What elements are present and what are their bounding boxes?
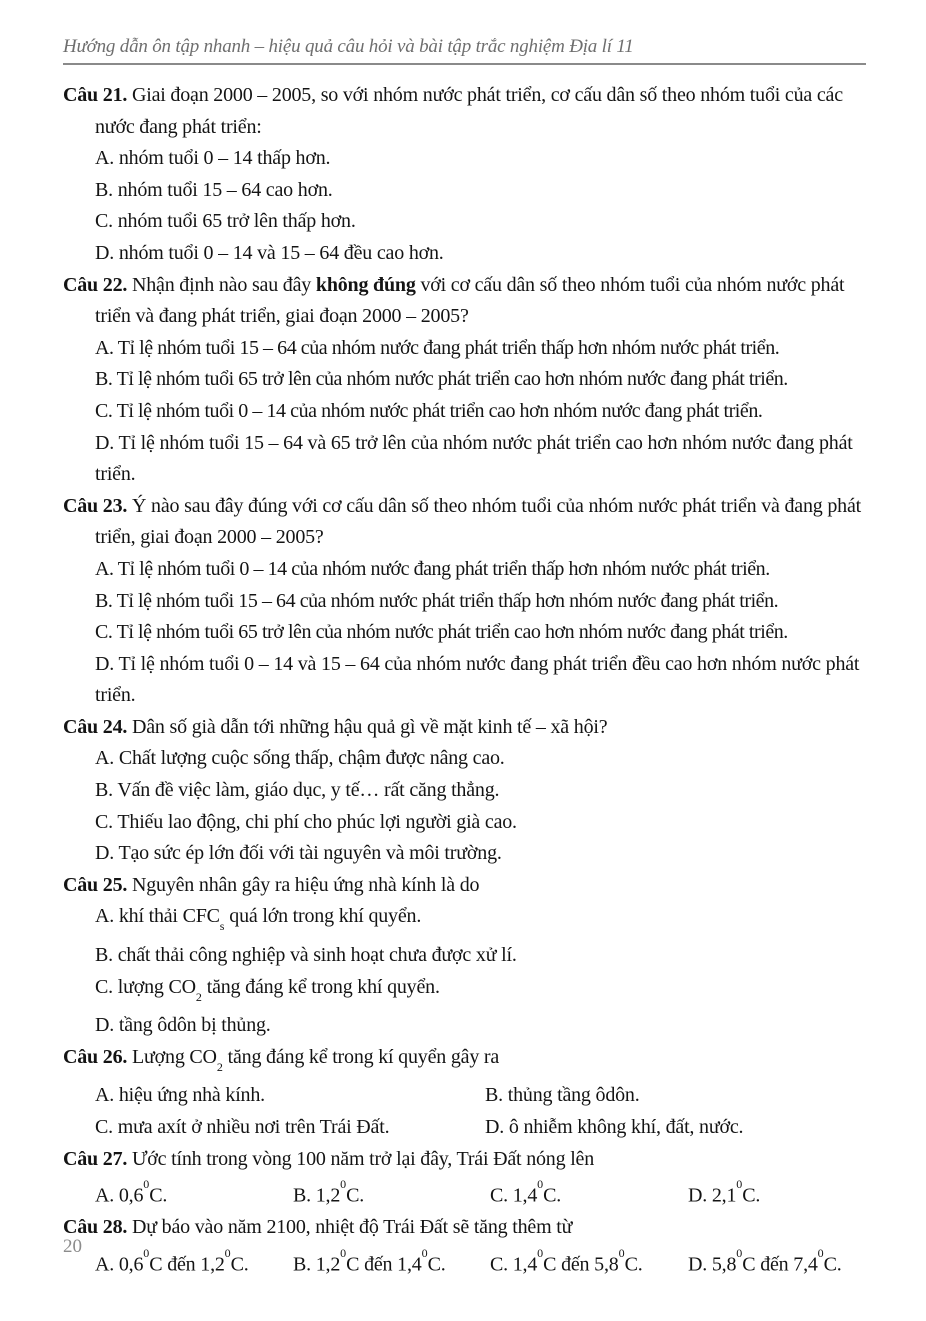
option-d: D. $2,1^0C$. — [688, 1177, 761, 1207]
question-text: Câu 26. Lượng $CO_2$ tăng đáng kể trong kí quyển gây ra — [63, 1045, 500, 1074]
question-body: Ý nào sau đây đúng với cơ cấu dân số theo nhóm tuổi của nhóm nước phát triển và đang phát triển, giai đoạn 2000 – 2005? — [95, 494, 862, 549]
question-text — [63, 1212, 868, 1244]
superscript: 0 — [736, 1246, 743, 1261]
option-b: B. $1,2^0C$ đến $1,4^0C$. — [293, 1246, 446, 1276]
option-c: C. $1,4^0C$. — [490, 1177, 562, 1207]
option-a: A. nhóm tuổi 0 – 14 thấp hơn. — [95, 147, 331, 170]
question-body: Ước tính trong vòng 100 năm trở lại đây, Trái Đất nóng lên — [131, 1147, 595, 1170]
question-25 — [63, 870, 868, 1042]
option-d: D. ô nhiễm không khí, đất, nước. — [485, 1116, 744, 1138]
subscript: 2 — [195, 989, 202, 1004]
question-number: Câu 27. — [63, 1147, 128, 1170]
question-28 — [63, 1212, 868, 1281]
question-text — [63, 491, 868, 554]
question-number: Câu 24. — [63, 715, 128, 738]
option-a: A. $0,6^0C$ đến $1,2^0C$. — [95, 1246, 249, 1276]
option-a: A. Chất lượng cuộc sống thấp, chậm được nâng cao. — [95, 747, 505, 770]
question-24 — [63, 712, 868, 870]
option-d: D. Tạo sức ép lớn đối với tài nguyên và môi trường. — [95, 842, 502, 865]
question-number: Câu 28. — [63, 1216, 128, 1239]
question-27 — [63, 1144, 868, 1213]
question-text — [63, 712, 868, 744]
superscript: 0 — [537, 1246, 544, 1261]
question-body-bold: không đúng — [315, 273, 416, 296]
page-number: 20 — [63, 1236, 82, 1257]
superscript: 0 — [143, 1177, 150, 1192]
option-d: D. $5,8^0C$ đến $7,4^0C$. — [688, 1246, 842, 1276]
options-grid — [95, 1244, 868, 1281]
option-b: B. $1,2^0C$. — [293, 1177, 365, 1207]
question-body-post: với cơ cấu dân số theo nhóm tuổi của nhóm nước phát triển và đang phát triển, giai đoạn 2000 – 2005? — [95, 273, 845, 328]
superscript: 0 — [224, 1246, 231, 1261]
option-a: A. hiệu ứng nhà kính. — [95, 1084, 265, 1107]
question-text — [63, 1144, 868, 1176]
question-number: Câu 25. — [63, 873, 128, 896]
superscript: 0 — [736, 1177, 743, 1192]
options-grid — [95, 1080, 868, 1143]
option-c: C. Tỉ lệ nhóm tuổi 65 trở lên của nhóm nước phát triển cao hơn nhóm nước đang phát triển. — [95, 621, 788, 644]
questions-list — [63, 80, 868, 1281]
question-text — [63, 80, 868, 143]
option-b: B. nhóm tuổi 15 – 64 cao hơn. — [95, 178, 333, 201]
option-b: B. chất thải công nghiệp và sinh hoạt chưa được xử lí. — [95, 944, 517, 967]
option-a: A. Tỉ lệ nhóm tuổi 0 – 14 của nhóm nước đang phát triển thấp hơn nhóm nước phát triển. — [95, 557, 770, 580]
question-number: Câu 21. — [63, 84, 128, 106]
superscript: 0 — [618, 1246, 625, 1261]
question-body: Dân số già dẫn tới những hậu quả gì về mặt kinh tế – xã hội? — [131, 715, 608, 738]
superscript: 0 — [340, 1246, 347, 1261]
option-b: B. Tỉ lệ nhóm tuổi 15 – 64 của nhóm nước phát triển thấp hơn nhóm nước đang phát triển. — [95, 589, 779, 612]
subscript: s — [219, 919, 225, 934]
running-head: Hướng dẫn ôn tập nhanh – hiệu quả câu hỏi và bài tập trắc nghiệm Địa lí 11 — [63, 36, 634, 57]
question-22 — [63, 270, 868, 491]
option-a: A. Tỉ lệ nhóm tuổi 15 – 64 của nhóm nước đang phát triển thấp hơn nhóm nước phát triển. — [95, 336, 780, 359]
question-body: Nguyên nhân gây ra hiệu ứng nhà kính là do — [131, 873, 480, 896]
option-b: B. thủng tầng ôdôn. — [485, 1084, 640, 1107]
question-26 — [63, 1042, 868, 1144]
question-body: Dự báo vào năm 2100, nhiệt độ Trái Đất sẽ tăng thêm từ — [131, 1216, 573, 1239]
option-c: C. Thiếu lao động, chi phí cho phúc lợi người già cao. — [95, 810, 517, 833]
option-d: D. Tỉ lệ nhóm tuổi 15 – 64 và 65 trở lên của nhóm nước phát triển cao hơn nhóm nước đang phát triển. — [95, 431, 853, 486]
option-c: C. mưa axít ở nhiều nơi trên Trái Đất. — [95, 1116, 390, 1138]
question-23 — [63, 491, 868, 712]
option-b: B. Vấn đề việc làm, giáo dục, y tế… rất căng thẳng. — [95, 779, 500, 802]
option-c: C. lượng $CO_2$ tăng đáng kể trong khí quyển. — [95, 975, 440, 1004]
option-c: C. $1,4^0C$ đến $5,8^0C$. — [490, 1246, 643, 1276]
option-c: C. Tỉ lệ nhóm tuổi 0 – 14 của nhóm nước phát triển cao hơn nhóm nước đang phát triển. — [95, 399, 763, 422]
superscript: 0 — [421, 1246, 428, 1261]
question-number: Câu 26. — [63, 1045, 128, 1068]
question-body-pre: Nhận định nào sau đây — [131, 273, 316, 296]
question-21 — [63, 80, 868, 270]
subscript: 2 — [216, 1059, 223, 1074]
option-d: D. Tỉ lệ nhóm tuổi 0 – 14 và 15 – 64 của nhóm nước đang phát triển đều cao hơn nhóm nước phát triển. — [95, 652, 860, 707]
option-d: D. tầng ôdôn bị thủng. — [95, 1014, 271, 1037]
superscript: 0 — [817, 1246, 824, 1261]
options-grid — [95, 1175, 868, 1212]
option-a: A. $0,6^0C$. — [95, 1177, 168, 1207]
question-number: Câu 22. — [63, 273, 128, 296]
question-text — [63, 270, 868, 333]
option-c: C. nhóm tuổi 65 trở lên thấp hơn. — [95, 210, 356, 233]
superscript: 0 — [143, 1246, 150, 1261]
question-text — [63, 870, 868, 902]
superscript: 0 — [340, 1177, 347, 1192]
question-number: Câu 23. — [63, 494, 128, 517]
option-b: B. Tỉ lệ nhóm tuổi 65 trở lên của nhóm nước phát triển cao hơn nhóm nước đang phát triển. — [95, 368, 788, 391]
option-d: D. nhóm tuổi 0 – 14 và 15 – 64 đều cao hơn. — [95, 241, 444, 264]
question-body: Giai đoạn 2000 – 2005, so với nhóm nước phát triển, cơ cấu dân số theo nhóm tuổi của các nước đang phát triển: — [95, 84, 843, 138]
option-a: A. khí thải $CFC_s$ quá lớn trong khí quyển. — [95, 905, 422, 934]
superscript: 0 — [537, 1177, 544, 1192]
page-header — [63, 36, 866, 65]
